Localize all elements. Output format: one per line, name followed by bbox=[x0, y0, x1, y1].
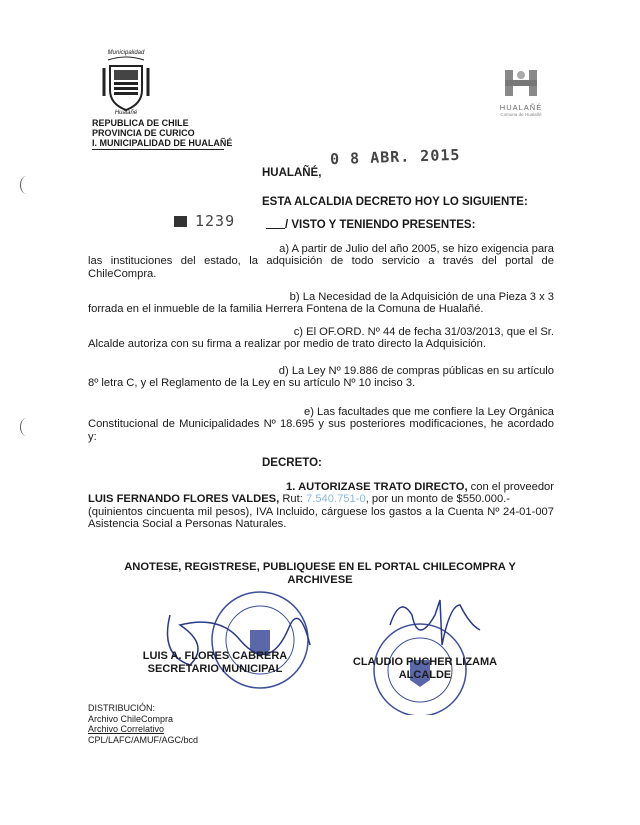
considerando-e-first: e) Las facultades que me confiere la Ley Orgánica bbox=[304, 406, 554, 418]
logo-subtitle: Comuna de Hualañé bbox=[500, 112, 542, 117]
header-line-3: I. MUNICIPALIDAD DE HUALAÑÉ bbox=[92, 138, 233, 148]
distribution-item: CPL/LAFC/AMUF/AGC/bcd bbox=[88, 734, 199, 745]
right-signatory-title: ALCALDE bbox=[398, 668, 452, 681]
crest-top-text: Municipalidad bbox=[107, 50, 145, 56]
resolution-provider-line bbox=[88, 493, 554, 505]
considerando-b-rest: forrada en el inmueble de la familia Herrera Fontena de la Comuna de Hualañé. bbox=[88, 303, 484, 316]
header-line-2: PROVINCIA DE CURICO bbox=[92, 128, 195, 138]
considerando-a bbox=[88, 243, 554, 280]
decree-number: 1239 bbox=[195, 212, 236, 230]
punch-hole-mark bbox=[20, 418, 33, 436]
considerando-b bbox=[88, 291, 554, 316]
closing-statement: ANOTESE, REGISTRESE, PUBLIQUESE EN EL PORTAL CHILECOMPRA Y ARCHIVESE bbox=[124, 561, 516, 586]
rut-value: 7.540.751-0 bbox=[305, 493, 366, 506]
left-signatory bbox=[115, 650, 315, 675]
right-signatory bbox=[335, 656, 515, 681]
left-signatory-name: LUIS A. FLORES CABRERA bbox=[142, 650, 288, 662]
header-line-1: REPUBLICA DE CHILE bbox=[92, 118, 189, 128]
crest-bottom-text: Hualañé bbox=[114, 110, 138, 116]
considerando-b-first: b) La Necesidad de la Adquisición de una Pieza 3 x 3 bbox=[289, 291, 554, 303]
logo-title: HUALAÑÉ bbox=[499, 103, 543, 112]
number-underline bbox=[266, 228, 285, 229]
considerando-a-rest: las instituciones del estado, la adquisición de todo servicio a través del portal de ChileCompra. bbox=[88, 255, 554, 280]
decreto-heading: DECRETO: bbox=[262, 457, 322, 469]
considerando-e-rest: Constitucional de Municipalidades Nº 18.695 y sus posteriores modificaciones, he acordado y: bbox=[88, 418, 554, 443]
distribution-title: DISTRIBUCIÓN: bbox=[88, 703, 156, 713]
resolution-lead-line bbox=[88, 481, 554, 493]
hualane-logo bbox=[496, 68, 546, 117]
considerando-c-rest: Alcalde autoriza con su firma a realizar por medio de trato directo la Adquisición. bbox=[88, 338, 486, 351]
date-stamp: 0 8 ABR. 2015 bbox=[329, 145, 461, 169]
visto-heading: / VISTO Y TENIENDO PRESENTES: bbox=[285, 219, 476, 231]
rut-label: Rut: bbox=[282, 493, 303, 506]
right-signature bbox=[390, 600, 480, 645]
resolution-lead: 1. AUTORIZASE TRATO DIRECTO, bbox=[286, 481, 468, 493]
considerando-d-first: d) La Ley Nº 19.886 de compras públicas en su artículo bbox=[278, 365, 554, 377]
intro-heading: ESTA ALCALDIA DECRETO HOY LO SIGUIENTE: bbox=[262, 196, 528, 208]
distribution-block bbox=[88, 703, 288, 745]
resolution-rest: (quinientos cincuenta mil pesos), IVA Incluido, cárguese los gastos a la Cuenta Nº 24-01-007 Asistencia Social a Personas Naturales. bbox=[88, 505, 554, 531]
distribution-item: Archivo Correlativo bbox=[88, 724, 165, 734]
resolution-paragraph bbox=[88, 481, 554, 531]
right-signatory-name: CLAUDIO PUCHER LIZAMA bbox=[352, 656, 498, 668]
header-underline bbox=[92, 149, 224, 150]
resolution-lead-tail: con el proveedor bbox=[470, 481, 554, 493]
municipal-crest bbox=[96, 50, 156, 116]
punch-hole-mark bbox=[20, 176, 33, 194]
place-label: HUALAÑÉ, bbox=[262, 167, 322, 179]
considerando-d bbox=[88, 365, 554, 390]
distribution-item: Archivo ChileCompra bbox=[88, 713, 174, 724]
left-signatory-title: SECRETARIO MUNICIPAL bbox=[147, 662, 283, 675]
considerando-d-rest: 8º letra C, y el Reglamento de la Ley en su artículo Nº 10 inciso 3. bbox=[88, 377, 416, 390]
considerando-a-first: a) A partir de Julio del año 2005, se hizo exigencia para bbox=[279, 243, 554, 255]
stamp-marker-icon bbox=[174, 216, 187, 227]
considerando-c bbox=[88, 326, 554, 351]
considerando-e bbox=[88, 406, 554, 443]
amount-text: , por un monto de $550.000.- bbox=[365, 493, 510, 506]
considerando-c-first: c) El OF.ORD. Nº 44 de fecha 31/03/2013, que el Sr. bbox=[293, 326, 554, 338]
decree-number-stamp bbox=[174, 212, 235, 230]
provider-name: LUIS FERNANDO FLORES VALDES, bbox=[88, 493, 280, 506]
